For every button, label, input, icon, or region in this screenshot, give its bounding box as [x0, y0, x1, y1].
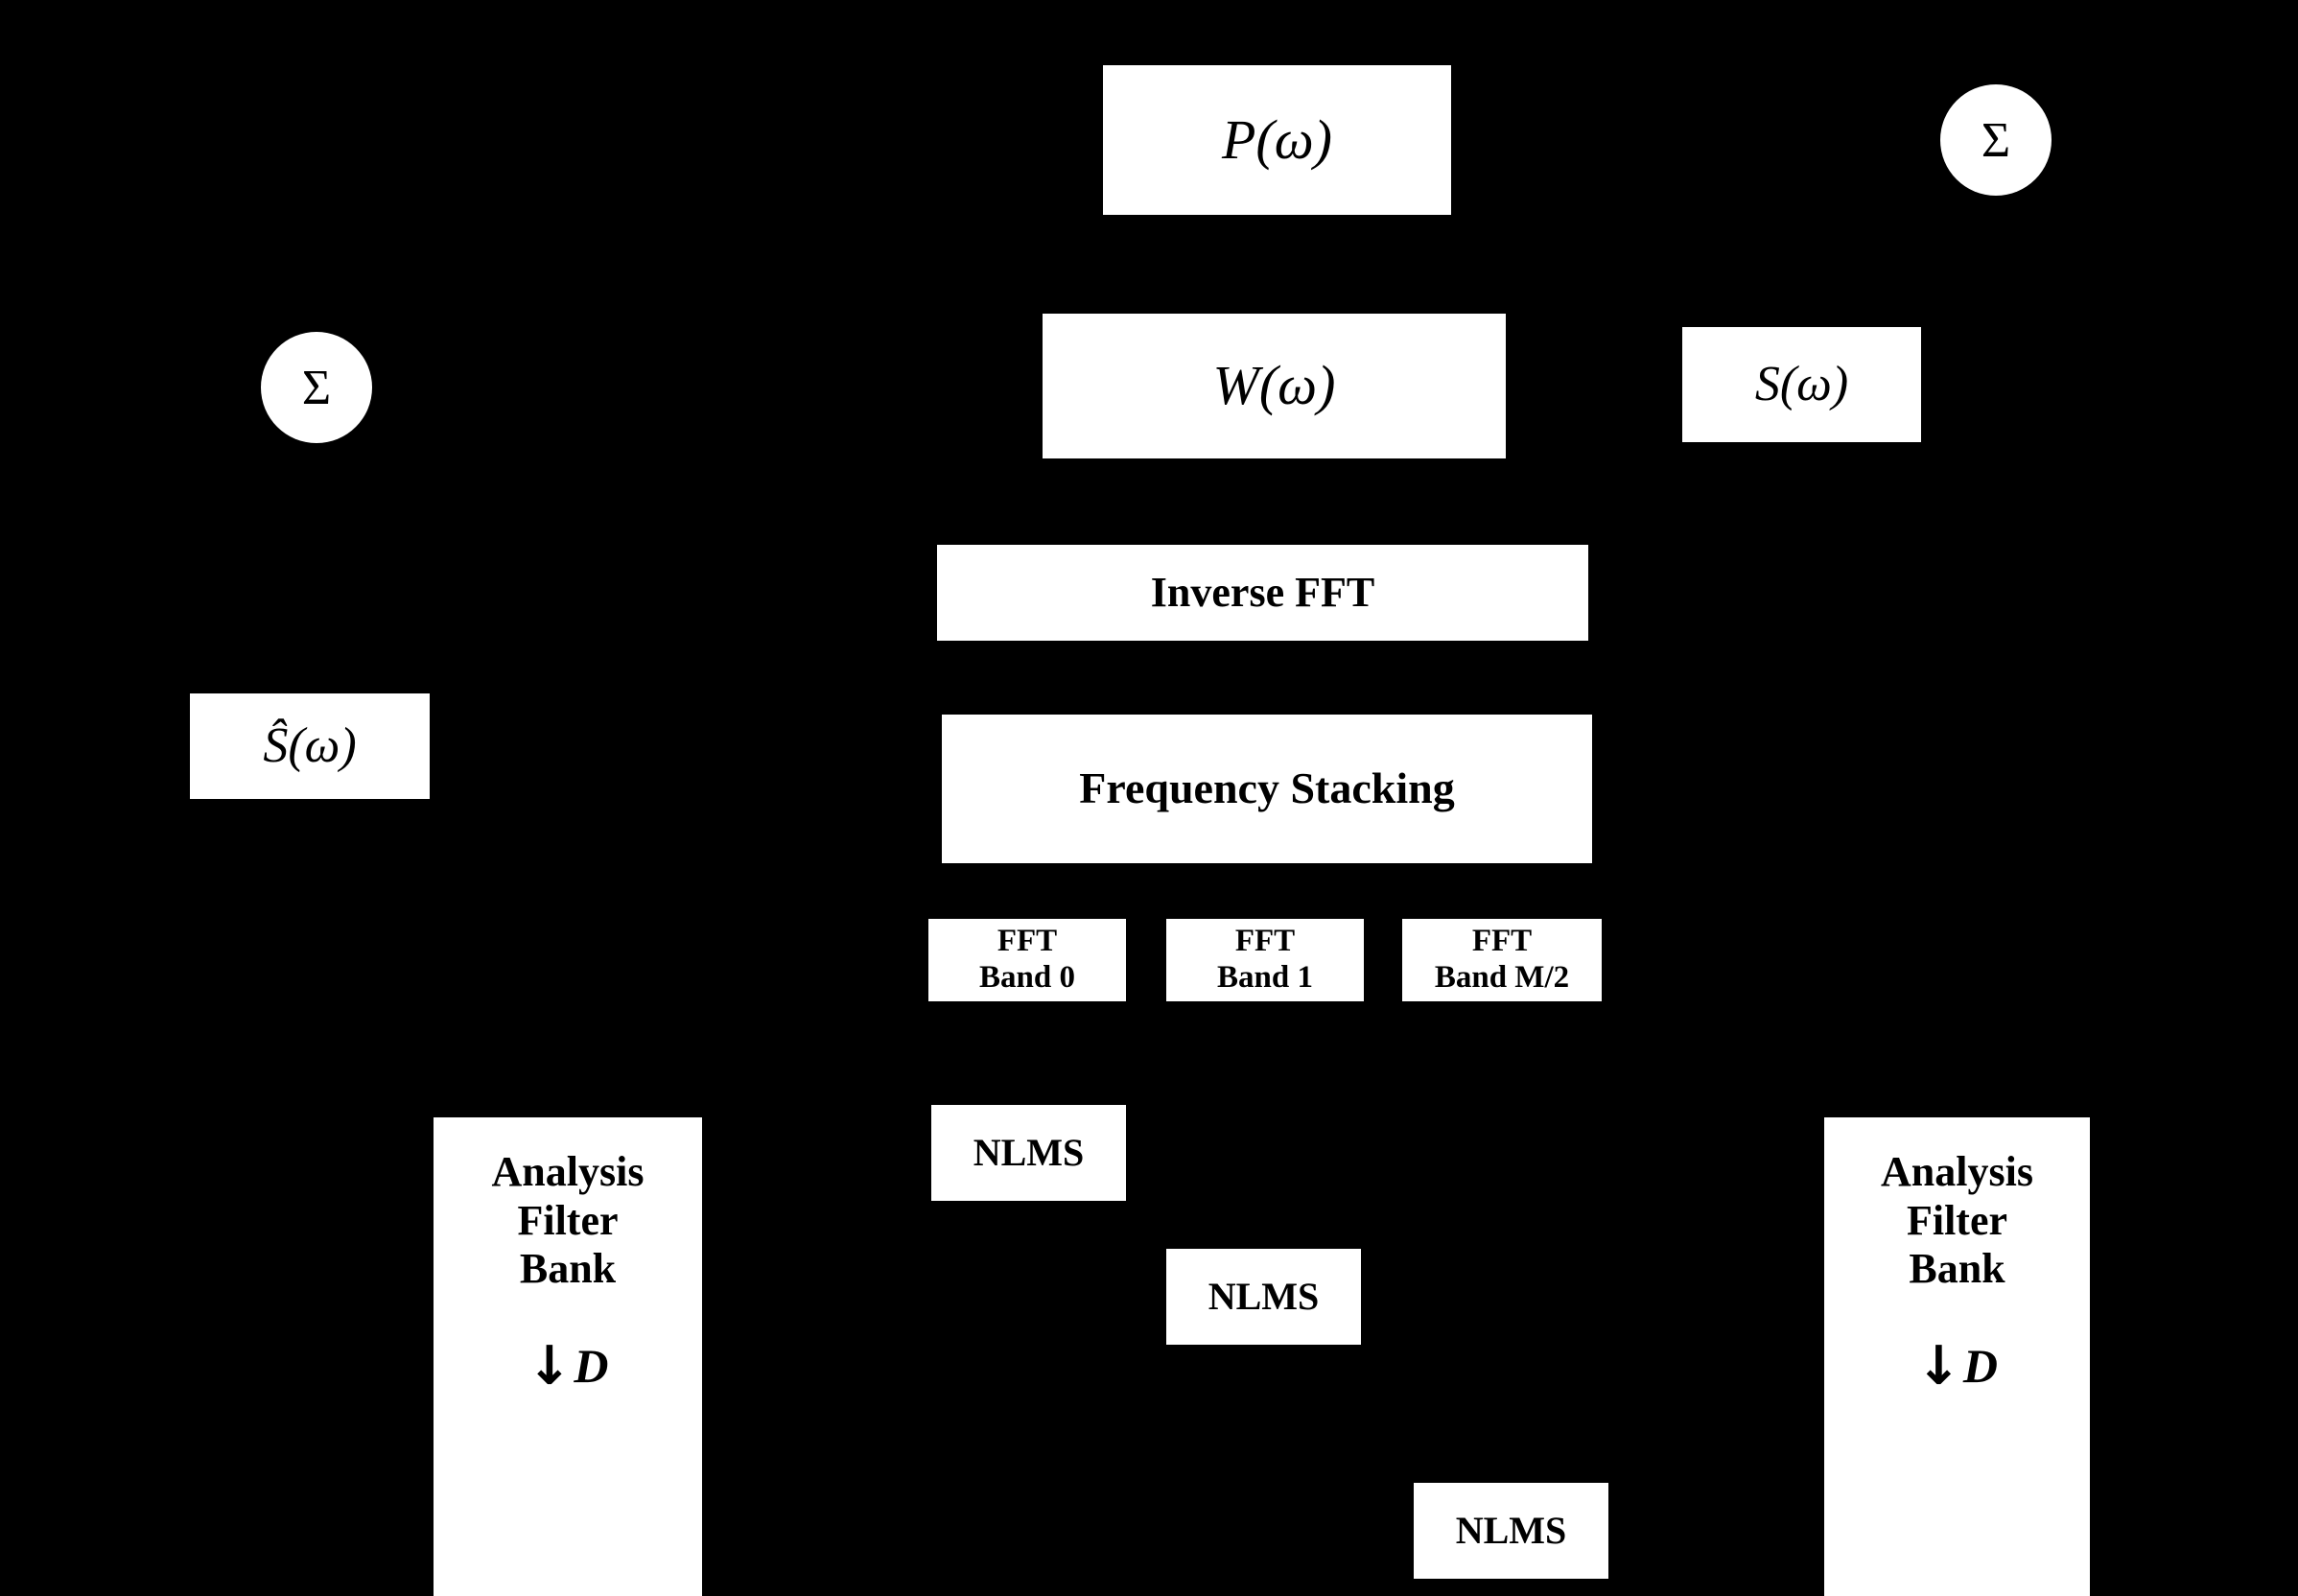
block-inverse-fft-label: Inverse FFT — [1150, 568, 1375, 616]
afb-right-downsample — [1916, 1336, 1998, 1397]
block-fft-band-0-label-line2: Band 0 — [979, 960, 1075, 995]
block-w-omega-label: W(ω) — [1212, 354, 1336, 417]
block-p-omega — [1103, 65, 1451, 215]
block-analysis-filter-bank-right — [1824, 1117, 2090, 1596]
afb-right-line2: Filter — [1906, 1196, 2008, 1244]
summing-junction-left — [261, 332, 372, 443]
down-arrow-icon: ↓ — [527, 1334, 573, 1397]
afb-left-line3: Bank — [519, 1245, 617, 1293]
block-nlms-2 — [1414, 1483, 1608, 1579]
down-arrow-icon: ↓ — [1915, 1334, 1961, 1397]
afb-left-line2: Filter — [517, 1196, 619, 1244]
block-fft-band-0-label-line1: FFT — [997, 924, 1058, 959]
block-s-hat-omega — [190, 693, 430, 799]
block-s-hat-omega-label: Ŝ(ω) — [263, 718, 357, 774]
block-fft-band-m2 — [1402, 919, 1602, 1001]
block-fft-band-m2-label-line1: FFT — [1471, 924, 1533, 959]
afb-right-line3: Bank — [1909, 1245, 2005, 1293]
summing-junction-left-label: Σ — [301, 360, 332, 415]
block-fft-band-1 — [1166, 919, 1364, 1001]
block-fft-band-1-label-line1: FFT — [1234, 924, 1296, 959]
block-w-omega — [1043, 314, 1506, 458]
afb-left-downsample — [527, 1336, 608, 1397]
summing-junction-right-label: Σ — [1981, 112, 2011, 168]
afb-left-decimation-factor: D — [574, 1339, 609, 1394]
block-inverse-fft — [937, 545, 1588, 641]
block-frequency-stacking — [942, 715, 1592, 863]
block-fft-band-0 — [928, 919, 1126, 1001]
block-analysis-filter-bank-left — [434, 1117, 702, 1596]
block-s-omega — [1682, 327, 1921, 442]
summing-junction-right — [1940, 84, 2052, 196]
block-nlms-2-label: NLMS — [1455, 1509, 1567, 1552]
block-s-omega-label: S(ω) — [1754, 357, 1849, 412]
afb-right-line1: Analysis — [1881, 1148, 2033, 1195]
block-nlms-0-label: NLMS — [973, 1131, 1085, 1174]
block-fft-band-1-label-line2: Band 1 — [1217, 960, 1313, 995]
block-frequency-stacking-label: Frequency Stacking — [1079, 763, 1455, 813]
block-p-omega-label: P(ω) — [1221, 107, 1332, 171]
block-fft-band-m2-label-line2: Band M/2 — [1434, 960, 1570, 995]
afb-right-decimation-factor: D — [1962, 1339, 1999, 1394]
block-nlms-0 — [931, 1105, 1126, 1201]
block-nlms-1-label: NLMS — [1208, 1275, 1320, 1318]
afb-left-line1: Analysis — [491, 1148, 645, 1195]
block-nlms-1 — [1166, 1249, 1361, 1345]
